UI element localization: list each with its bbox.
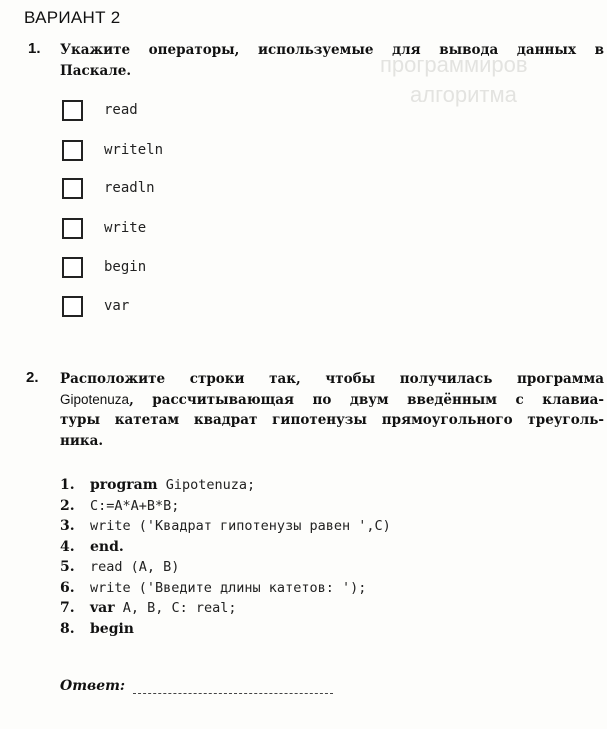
code-line[interactable] xyxy=(60,557,391,578)
code-text: write ('Введите длины катетов: '); xyxy=(90,579,367,596)
line-number: 8. xyxy=(60,620,75,637)
question-2-number: 2. xyxy=(26,369,39,386)
code-line[interactable] xyxy=(60,496,391,517)
option-label: begin xyxy=(104,259,147,275)
question-1-text xyxy=(60,40,604,81)
option-checkbox[interactable] xyxy=(62,178,83,199)
answer-field[interactable] xyxy=(133,693,333,694)
keyword: end. xyxy=(90,538,124,555)
bleed-through-text: алгоритма xyxy=(410,82,517,107)
question-1-number: 1. xyxy=(28,40,41,57)
question-1-line: Паскале. xyxy=(60,62,132,79)
line-number: 5. xyxy=(60,559,75,575)
option-checkbox[interactable] xyxy=(62,296,83,317)
code-line[interactable] xyxy=(60,578,391,599)
variant-title: ВАРИАНТ 2 xyxy=(24,8,121,27)
option-label: write xyxy=(104,220,147,236)
code-text: Gipotenuza; xyxy=(157,477,256,493)
line-number: 4. xyxy=(60,538,75,555)
option-checkbox[interactable] xyxy=(62,257,83,278)
code-line[interactable] xyxy=(60,475,391,496)
question-2-line: туры катетам квадрат гипотенузы прямоугольного треуголь- xyxy=(60,412,604,428)
keyword: program xyxy=(90,477,158,493)
line-number: 7. xyxy=(60,600,75,616)
answer-label: Ответ: xyxy=(60,678,126,694)
option-label: var xyxy=(104,298,130,314)
code-text: read (A, B) xyxy=(90,559,180,575)
question-2-line: Расположите строки так, чтобы получилась программа xyxy=(60,371,604,387)
question-2-text xyxy=(60,369,604,451)
code-text: A, B, C: real; xyxy=(114,600,237,616)
bleed-through-text: программиров xyxy=(380,52,528,77)
line-number: 2. xyxy=(60,497,75,514)
option-label: writeln xyxy=(104,142,164,158)
line-number: 6. xyxy=(60,579,75,596)
option-checkbox[interactable] xyxy=(62,140,83,161)
code-text: C:=A*A+B*B; xyxy=(90,497,180,514)
code-lines xyxy=(60,475,391,639)
question-2-line xyxy=(60,390,604,411)
option-label: readln xyxy=(104,180,155,196)
code-text: write ('Квадрат гипотенузы равен ',C) xyxy=(90,518,391,534)
option-label: read xyxy=(104,102,138,118)
line-number: 1. xyxy=(60,477,75,493)
line-number: 3. xyxy=(60,518,75,534)
option-checkbox[interactable] xyxy=(62,100,83,121)
question-2-line: ника. xyxy=(60,432,104,449)
code-line[interactable] xyxy=(60,537,391,558)
question-1-line: Укажите операторы, используемые для вывода данных в xyxy=(60,42,604,58)
code-line[interactable] xyxy=(60,516,391,537)
program-name: Gipotenuza xyxy=(60,391,130,407)
question-2-line-rest: , рассчитывающая по двум введённым с клавиа- xyxy=(129,391,604,408)
code-line[interactable] xyxy=(60,619,391,640)
code-line[interactable] xyxy=(60,598,391,619)
option-checkbox[interactable] xyxy=(62,218,83,239)
keyword: begin xyxy=(90,620,134,637)
keyword: var xyxy=(90,600,115,616)
